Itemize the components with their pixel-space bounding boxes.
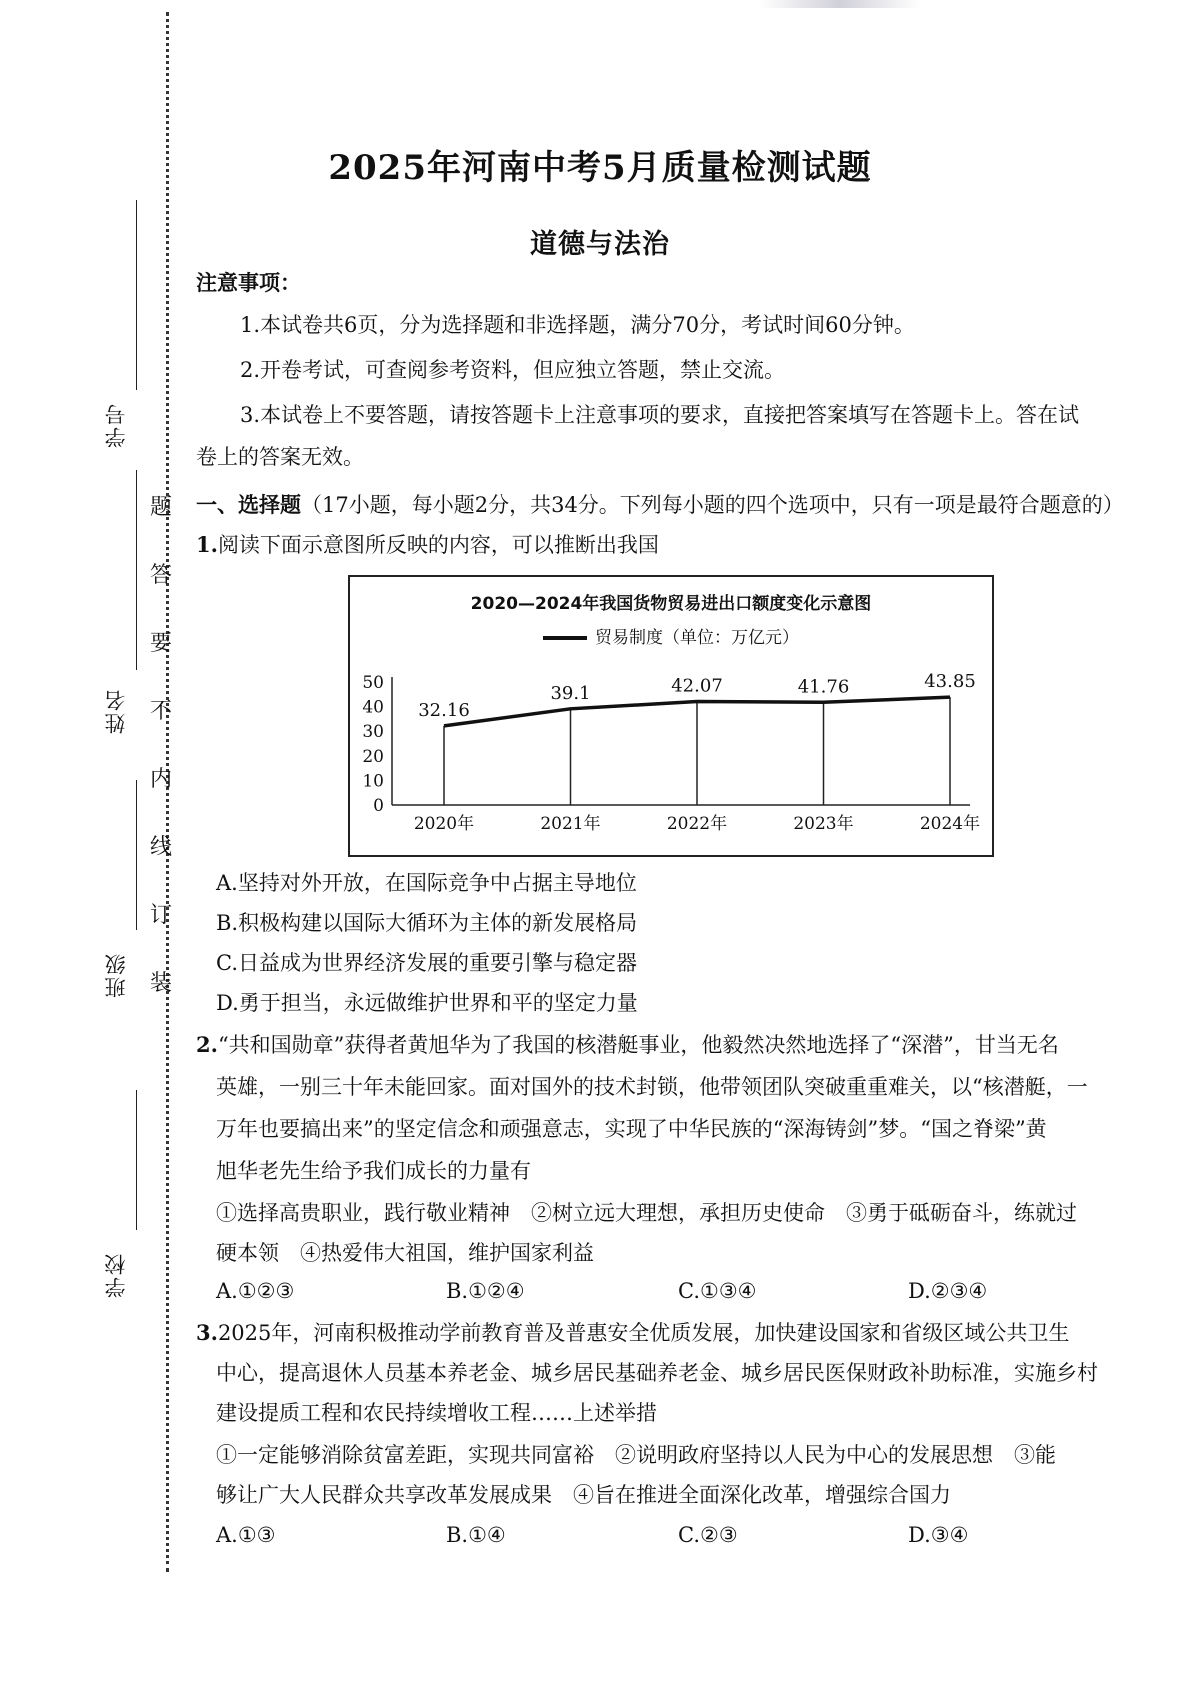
- binding-char: 要: [149, 631, 172, 656]
- binding-char: 装: [149, 971, 172, 996]
- y-tick-label: 10: [362, 771, 384, 792]
- q3-option-d: D.③④: [908, 1523, 969, 1547]
- school-line: [136, 1090, 137, 1230]
- question-2-line: [196, 1030, 1059, 1060]
- student-no-label: 学号: [104, 402, 128, 448]
- q1-option-a: A.坚持对外开放，在国际竞争中占据主导地位: [216, 871, 637, 895]
- q3-option-c: C.②③: [678, 1523, 738, 1547]
- legend-label: 贸易制度（单位：万亿元）: [595, 628, 799, 648]
- section-heading-desc: （17小题，每小题2分，共34分。下列每小题的四个选项中，只有一项是最符合题意的）: [301, 493, 1124, 517]
- exam-title: 2025年河南中考5月质量检测试题: [328, 148, 872, 188]
- question-2-choices: 硬本领 ④热爱伟大祖国，维护国家利益: [216, 1241, 594, 1265]
- data-label: 39.1: [550, 682, 591, 704]
- notice-item: 3.本试卷上不要答题，请按答题卡上注意事项的要求，直接把答案填写在答题卡上。答在试: [240, 403, 1080, 427]
- y-tick-label: 40: [362, 697, 384, 718]
- question-text: 2025年，河南积极推动学前教育普及普惠安全优质发展，加快建设国家和省级区域公共卫生: [217, 1321, 1070, 1345]
- binding-char: 不: [149, 699, 172, 724]
- question-1-stem: [196, 530, 659, 560]
- data-label: 43.85: [924, 671, 976, 693]
- x-tick-label: 2022年: [666, 814, 728, 834]
- x-tick-label: 2020年: [413, 814, 475, 834]
- question-3-line: 中心，提高退休人员基本养老金、城乡居民基础养老金、城乡居民医保财政补助标准，实施乡村: [216, 1361, 1098, 1385]
- class-label: 班级: [104, 952, 128, 998]
- data-label: 42.07: [671, 675, 723, 697]
- chart-plot: [350, 577, 992, 855]
- notice-item-cont: 卷上的答案无效。: [196, 445, 364, 469]
- chart-title: 2020—2024年我国货物贸易进出口额度变化示意图: [470, 594, 872, 614]
- question-2-line: 万年也要搞出来”的坚定信念和顽强意志，实现了中华民族的“深海铸剑”梦。“国之脊梁”黄: [216, 1117, 1047, 1141]
- school-label: 学校: [104, 1252, 128, 1298]
- q3-option-a: A.①③: [216, 1523, 276, 1547]
- binding-char: 答: [149, 563, 172, 588]
- notice-heading: 注意事项：: [196, 270, 301, 295]
- question-text: 阅读下面示意图所反映的内容，可以推断出我国: [217, 533, 659, 557]
- q2-option-b: B.①②④: [446, 1279, 525, 1303]
- question-2-choices: ①选择高贵职业，践行敬业精神 ②树立远大理想，承担历史使命 ③勇于砥砺奋斗，练就过: [216, 1201, 1077, 1225]
- question-3-line: [196, 1318, 1069, 1348]
- trade-chart: [348, 575, 994, 857]
- binding-char: 订: [149, 903, 172, 928]
- x-tick-label: 2021年: [540, 814, 601, 834]
- y-tick-label: 30: [362, 722, 384, 743]
- scan-smudge: [760, 0, 920, 8]
- binding-char: 题: [149, 495, 172, 520]
- class-line: [136, 780, 137, 930]
- section-heading-label: 一、选择题: [196, 492, 301, 517]
- q3-option-b: B.①④: [446, 1523, 506, 1547]
- data-label: 41.76: [797, 676, 850, 698]
- x-tick-label: 2024年: [919, 814, 981, 834]
- x-tick-label: 2023年: [793, 814, 854, 834]
- question-number: 1.: [196, 532, 218, 557]
- name-label: 姓名: [104, 688, 128, 734]
- q2-option-d: D.②③④: [908, 1279, 988, 1303]
- binding-char: 线: [149, 835, 172, 860]
- notice-item: 2.开卷考试，可查阅参考资料，但应独立答题，禁止交流。: [240, 358, 786, 382]
- notice-item: 1.本试卷共6页，分为选择题和非选择题，满分70分，考试时间60分钟。: [240, 313, 915, 337]
- exam-subject: 道德与法治: [530, 229, 670, 260]
- q1-option-b: B.积极构建以国际大循环为主体的新发展格局: [216, 911, 638, 935]
- q2-option-a: A.①②③: [216, 1279, 295, 1303]
- data-label: 32.16: [418, 699, 470, 721]
- y-tick-label: 20: [362, 746, 384, 767]
- question-3-choices: ①一定能够消除贫富差距，实现共同富裕 ②说明政府坚持以人民为中心的发展思想 ③能: [216, 1443, 1056, 1467]
- name-line: [136, 470, 137, 670]
- question-number: 3.: [196, 1320, 218, 1345]
- q1-option-d: D.勇于担当，永远做维护世界和平的坚定力量: [216, 991, 638, 1015]
- question-text: “共和国勋章”获得者黄旭华为了我国的核潜艇事业，他毅然决然地选择了“深潜”，甘当无名: [217, 1033, 1059, 1057]
- y-tick-label: 0: [373, 796, 384, 816]
- question-2-line: 英雄，一别三十年未能回家。面对国外的技术封锁，他带领团队突破重重难关，以“核潜艇，一: [216, 1075, 1088, 1099]
- question-number: 2.: [196, 1032, 218, 1057]
- question-3-line: 建设提质工程和农民持续增收工程……上述举措: [216, 1401, 657, 1425]
- section-heading: [196, 490, 1124, 520]
- q1-option-c: C.日益成为世界经济发展的重要引擎与稳定器: [216, 951, 637, 975]
- y-tick-label: 50: [362, 673, 384, 693]
- q2-option-c: C.①③④: [678, 1279, 757, 1303]
- question-2-line: 旭华老先生给予我们成长的力量有: [216, 1159, 531, 1183]
- binding-char: 内: [149, 767, 172, 792]
- question-3-choices: 够让广大人民群众共享改革发展成果 ④旨在推进全面深化改革，增强综合国力: [216, 1483, 951, 1507]
